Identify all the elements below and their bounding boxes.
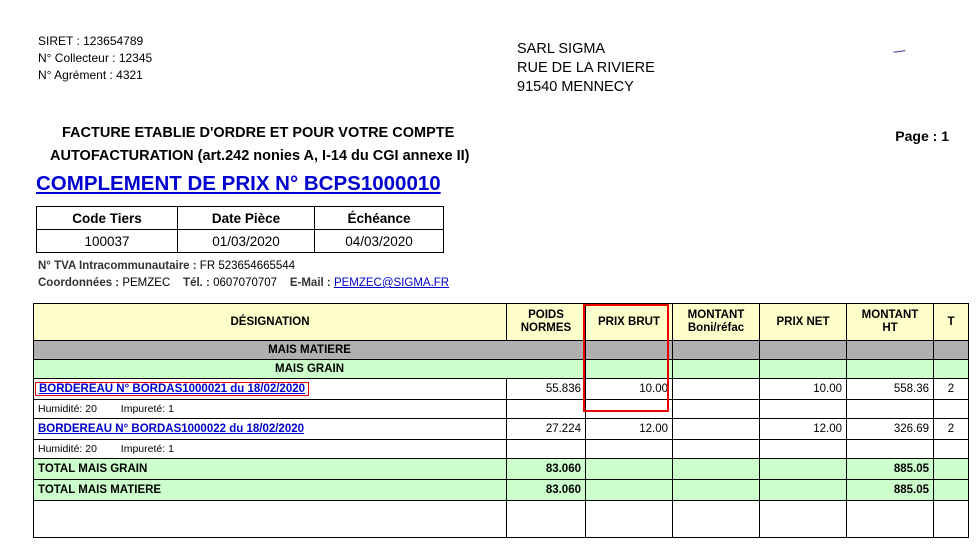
total-row-grain [34, 459, 969, 480]
column-header-designation: DÉSIGNATION [34, 304, 507, 341]
row-purete: Impureté: 1 [120, 443, 174, 455]
info-table-header-row [37, 207, 444, 230]
info-value-date-piece: 01/03/2020 [178, 230, 315, 253]
group-matiere-montant-boni [673, 341, 760, 360]
total-matiere-prix-net [760, 480, 847, 501]
tva-value: FR 523654665544 [199, 260, 296, 272]
column-header-prix-brut: PRIX BRUT [586, 304, 673, 341]
agrement-line: N° Agrément : 4321 [38, 68, 143, 82]
group-row-grain [34, 360, 969, 379]
detail-prix-net [760, 400, 847, 419]
row-montant-boni [673, 419, 760, 440]
total-grain-label: TOTAL MAIS GRAIN [34, 459, 507, 480]
group-matiere-t [934, 341, 969, 360]
row-designation-cell [34, 379, 507, 400]
info-value-echeance: 04/03/2020 [315, 230, 444, 253]
empty-poids-normes [507, 501, 586, 538]
montant-boni-line2: Boni/réfac [687, 322, 745, 334]
detail-t [934, 400, 969, 419]
document-header [0, 0, 977, 108]
group-matiere-prix-net [760, 341, 847, 360]
table-row-empty [34, 501, 969, 538]
tva-label: N° TVA Intracommunautaire : [38, 260, 197, 272]
row-t: 2 [934, 419, 969, 440]
row-poids-normes: 55.836 [507, 379, 586, 400]
row-quality-cell [34, 400, 507, 419]
group-label-grain: MAIS GRAIN [34, 360, 586, 379]
group-grain-montant-boni [673, 360, 760, 379]
detail-montant-ht [847, 400, 934, 419]
detail-prix-net [760, 440, 847, 459]
row-montant-ht: 326.69 [847, 419, 934, 440]
total-matiere-t [934, 480, 969, 501]
detail-prix-brut [586, 400, 673, 419]
empty-prix-net [760, 501, 847, 538]
group-label-matiere: MAIS MATIERE [34, 341, 586, 360]
lines-table [33, 303, 969, 538]
table-row [34, 379, 969, 400]
total-matiere-poids-normes: 83.060 [507, 480, 586, 501]
invoice-statement-line2: AUTOFACTURATION (art.242 nonies A, I-14 du CGI annexe II) [50, 148, 470, 164]
bordereau-link-highlighted[interactable] [35, 382, 309, 396]
invoice-statement-block [50, 122, 470, 168]
info-header-date-piece: Date Pièce [178, 207, 315, 230]
column-header-poids-normes [507, 304, 586, 341]
company-name: SARL SIGMA [517, 41, 606, 57]
siret-line: SIRET : 123654789 [38, 34, 144, 48]
column-header-prix-net: PRIX NET [760, 304, 847, 341]
row-poids-normes: 27.224 [507, 419, 586, 440]
page-corner-mark-icon [893, 44, 906, 53]
table-row-detail [34, 400, 969, 419]
coordinates-label: Coordonnées : [38, 277, 120, 289]
row-prix-brut: 12.00 [586, 419, 673, 440]
issuer-identity [38, 33, 152, 84]
detail-montant-boni [673, 400, 760, 419]
poids-normes-line2: NORMES [520, 322, 572, 334]
bordereau-link-label: BORDEREAU N° BORDAS1000021 du 18/02/2020 [39, 383, 306, 395]
total-grain-montant-ht: 885.05 [847, 459, 934, 480]
collecteur-line: N° Collecteur : 12345 [38, 51, 153, 65]
empty-designation [34, 501, 507, 538]
row-montant-boni [673, 379, 760, 400]
tel-label: Tél. : [183, 277, 210, 289]
row-prix-net: 10.00 [760, 379, 847, 400]
detail-t [934, 440, 969, 459]
empty-montant-ht [847, 501, 934, 538]
row-humidite: Humidité: 20 [38, 403, 97, 415]
montant-ht-line2: HT [882, 322, 898, 334]
group-grain-montant-ht [847, 360, 934, 379]
company-street: RUE DE LA RIVIERE [517, 60, 655, 76]
info-table-value-row [37, 230, 444, 253]
tel-value: 0607070707 [213, 277, 278, 289]
row-prix-net: 12.00 [760, 419, 847, 440]
info-header-code-tiers: Code Tiers [37, 207, 178, 230]
row-montant-ht: 558.36 [847, 379, 934, 400]
group-grain-prix-net [760, 360, 847, 379]
company-address-block [517, 40, 655, 97]
row-purete: Impureté: 1 [120, 403, 174, 415]
detail-montant-ht [847, 440, 934, 459]
row-humidite: Humidité: 20 [38, 443, 97, 455]
montant-ht-line1: MONTANT [861, 309, 919, 321]
table-row-detail [34, 440, 969, 459]
total-row-matiere [34, 480, 969, 501]
empty-montant-boni [673, 501, 760, 538]
empty-prix-brut [586, 501, 673, 538]
group-matiere-montant-ht [847, 341, 934, 360]
contact-name: PEMZEC [122, 277, 171, 289]
group-row-matiere [34, 341, 969, 360]
coordinates-line [38, 277, 449, 289]
detail-poids-normes [507, 440, 586, 459]
invoice-statement-line1: FACTURE ETABLIE D'ORDRE ET POUR VOTRE COMPTE [62, 125, 455, 141]
column-header-t: T [934, 304, 969, 341]
total-matiere-montant-ht: 885.05 [847, 480, 934, 501]
page-number: Page : 1 [895, 128, 949, 144]
detail-prix-brut [586, 440, 673, 459]
group-grain-prix-brut [586, 360, 673, 379]
email-label: E-Mail : [289, 277, 331, 289]
total-grain-prix-brut [586, 459, 673, 480]
info-value-code-tiers: 100037 [37, 230, 178, 253]
group-grain-t [934, 360, 969, 379]
empty-t [934, 501, 969, 538]
column-header-montant-ht [847, 304, 934, 341]
total-matiere-montant-boni [673, 480, 760, 501]
total-grain-montant-boni [673, 459, 760, 480]
company-city: 91540 MENNECY [517, 79, 634, 95]
detail-poids-normes [507, 400, 586, 419]
bordereau-link[interactable]: BORDEREAU N° BORDAS1000022 du 18/02/2020 [38, 423, 305, 435]
montant-boni-line1: MONTANT [687, 309, 745, 321]
total-matiere-prix-brut [586, 480, 673, 501]
total-grain-poids-normes: 83.060 [507, 459, 586, 480]
page-title: COMPLEMENT DE PRIX N° BCPS1000010 [36, 172, 441, 195]
info-header-echeance: Échéance [315, 207, 444, 230]
row-designation-cell [34, 419, 507, 440]
total-grain-prix-net [760, 459, 847, 480]
row-t: 2 [934, 379, 969, 400]
email-link[interactable]: PEMZEC@SIGMA.FR [333, 277, 450, 289]
document-info-table [36, 206, 444, 253]
row-quality-cell [34, 440, 507, 459]
tva-line [38, 260, 295, 272]
detail-montant-boni [673, 440, 760, 459]
lines-table-header-row [34, 304, 969, 341]
total-matiere-label: TOTAL MAIS MATIERE [34, 480, 507, 501]
row-prix-brut: 10.00 [586, 379, 673, 400]
poids-normes-line1: POIDS [528, 309, 564, 321]
column-header-montant-boni [673, 304, 760, 341]
table-row [34, 419, 969, 440]
total-grain-t [934, 459, 969, 480]
group-matiere-prix-brut [586, 341, 673, 360]
